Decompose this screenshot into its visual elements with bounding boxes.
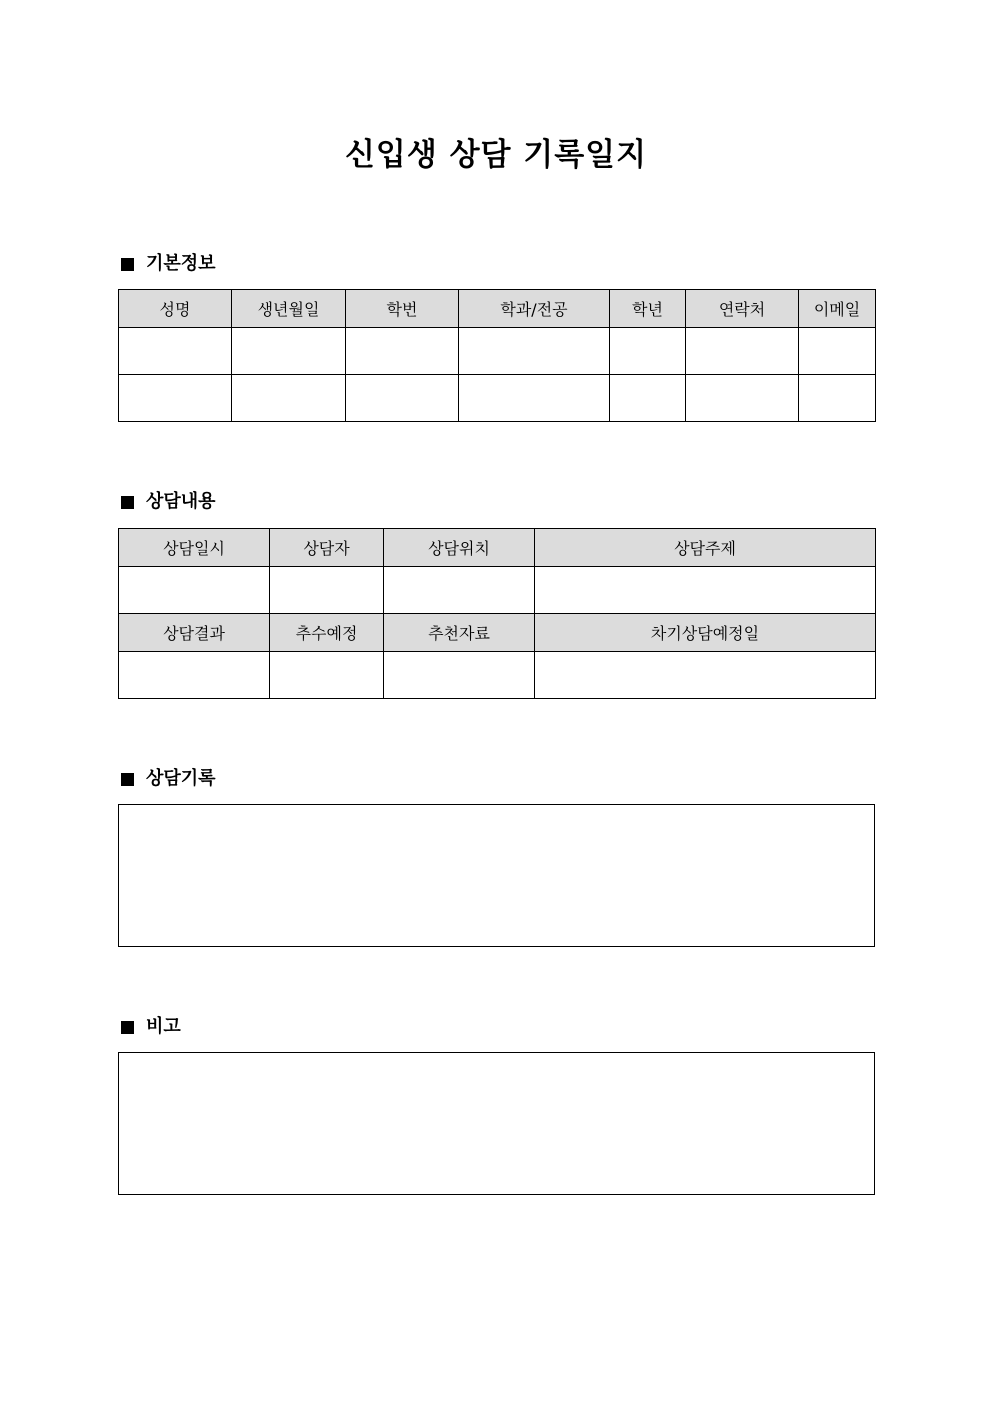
- input-cell-contact[interactable]: [686, 375, 799, 422]
- input-cell-name[interactable]: [119, 375, 232, 422]
- square-bullet-icon: [121, 1021, 134, 1034]
- section-heading-counseling-record: [119, 767, 216, 791]
- header-cell-counseling-datetime: 상담일시: [119, 529, 270, 567]
- remarks-box[interactable]: [118, 1052, 875, 1195]
- header-cell-name: 성명: [119, 290, 232, 328]
- header-cell-contact: 연락처: [686, 290, 799, 328]
- input-cell-email[interactable]: [799, 375, 876, 422]
- table-row: [119, 375, 876, 422]
- input-cell-email[interactable]: [799, 328, 876, 375]
- table-row: [119, 328, 876, 375]
- table-header-row: [119, 529, 876, 567]
- section-heading-label: 상담내용: [146, 491, 216, 512]
- header-cell-department: 학과/전공: [459, 290, 610, 328]
- input-cell-counselor[interactable]: [270, 567, 384, 614]
- input-cell-follow-up-plan[interactable]: [270, 652, 384, 699]
- header-cell-counseling-topic: 상담주제: [535, 529, 876, 567]
- table-row: [119, 652, 876, 699]
- input-cell-student-id[interactable]: [346, 328, 459, 375]
- input-cell-counseling-datetime[interactable]: [119, 567, 270, 614]
- basic-info-table: [118, 289, 876, 422]
- header-cell-student-id: 학번: [346, 290, 459, 328]
- input-cell-counseling-result[interactable]: [119, 652, 270, 699]
- header-cell-counseling-result: 상담결과: [119, 614, 270, 652]
- counseling-record-box[interactable]: [118, 804, 875, 947]
- input-cell-counseling-topic[interactable]: [535, 567, 876, 614]
- input-cell-recommended-materials[interactable]: [384, 652, 535, 699]
- square-bullet-icon: [121, 773, 134, 786]
- input-cell-birthdate[interactable]: [232, 328, 346, 375]
- header-cell-counseling-location: 상담위치: [384, 529, 535, 567]
- page-title: 신입생 상담 기록일지: [344, 137, 648, 173]
- section-heading-label: 기본정보: [146, 253, 216, 274]
- header-cell-email: 이메일: [799, 290, 876, 328]
- input-cell-counseling-location[interactable]: [384, 567, 535, 614]
- input-cell-department[interactable]: [459, 328, 610, 375]
- input-cell-student-id[interactable]: [346, 375, 459, 422]
- square-bullet-icon: [121, 258, 134, 271]
- input-cell-contact[interactable]: [686, 328, 799, 375]
- table-header-row: [119, 290, 876, 328]
- input-cell-next-counseling-date[interactable]: [535, 652, 876, 699]
- section-heading-remarks: [119, 1015, 181, 1039]
- section-heading-counseling-content: [119, 490, 216, 514]
- header-cell-follow-up-plan: 추수예정: [270, 614, 384, 652]
- square-bullet-icon: [121, 496, 134, 509]
- header-cell-recommended-materials: 추천자료: [384, 614, 535, 652]
- input-cell-grade[interactable]: [610, 375, 686, 422]
- input-cell-grade[interactable]: [610, 328, 686, 375]
- header-cell-birthdate: 생년월일: [232, 290, 346, 328]
- section-heading-label: 상담기록: [146, 768, 216, 789]
- section-heading-label: 비고: [146, 1016, 181, 1037]
- header-cell-counselor: 상담자: [270, 529, 384, 567]
- table-row: [119, 567, 876, 614]
- input-cell-name[interactable]: [119, 328, 232, 375]
- header-cell-next-counseling-date: 차기상담예정일: [535, 614, 876, 652]
- input-cell-department[interactable]: [459, 375, 610, 422]
- counseling-content-table: [118, 528, 876, 699]
- header-cell-grade: 학년: [610, 290, 686, 328]
- table-header-row: [119, 614, 876, 652]
- section-heading-basic-info: [119, 252, 216, 276]
- input-cell-birthdate[interactable]: [232, 375, 346, 422]
